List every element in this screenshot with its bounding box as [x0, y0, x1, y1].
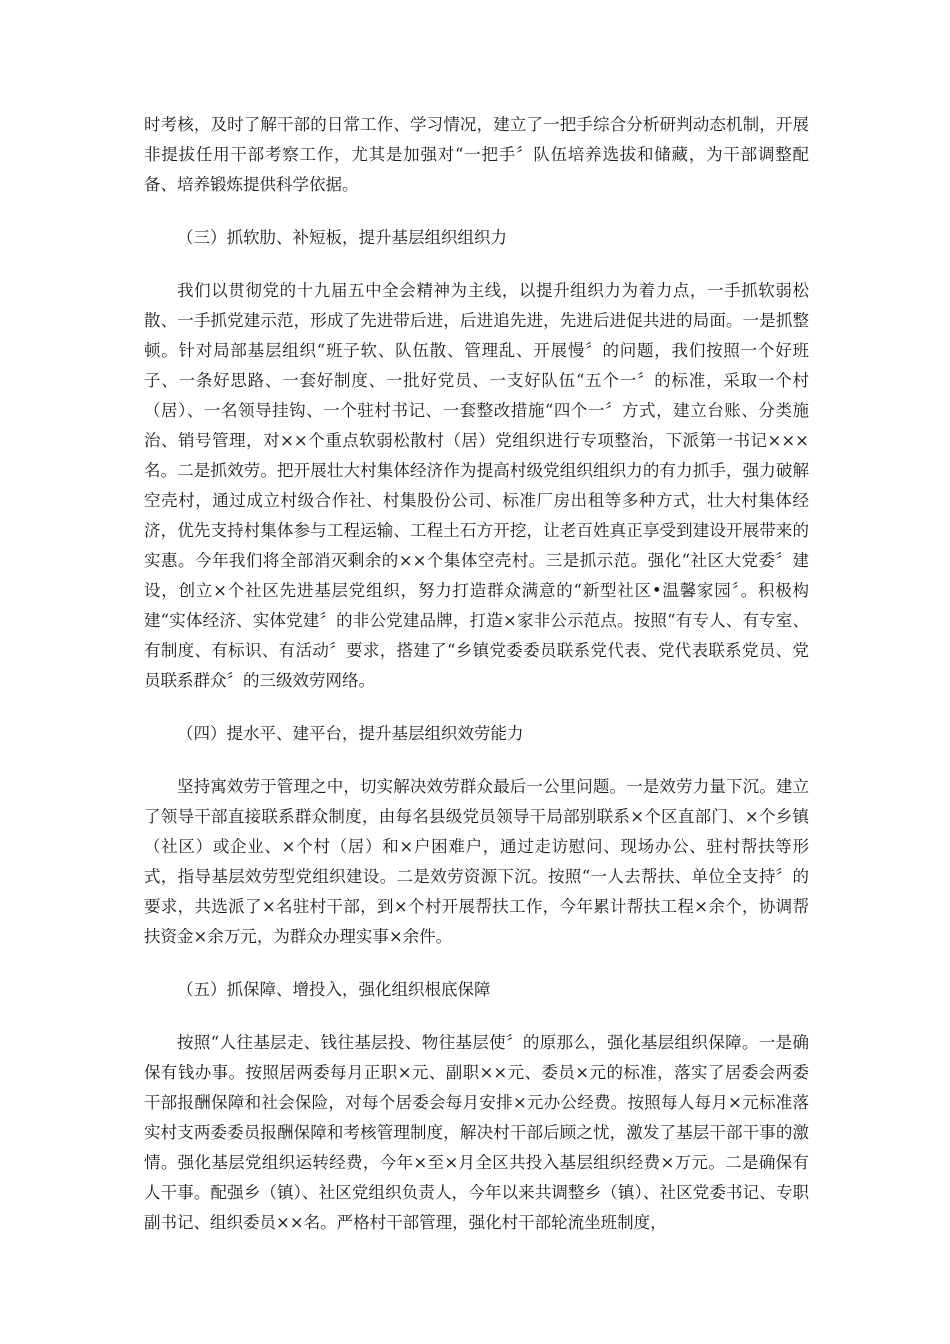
- paragraph-organization-power: 我们以贯彻党的十九届五中全会精神为主线，以提升组织力为着力点，一手抓软弱松散、一手抓党建示范，形成了先进带后进，后进追先进，先进后进促共进的局面。一是抓整顿。针对局部基层组织“班子软、队伍散、管理乱、开展慢〞的问题，我们按照一个好班子、一条好思路、一套好制度、一批好党员、一支好队伍“五个一〞的标准，采取一个村（居）、一名领导挂钩、一个驻村书记、一套整改措施“四个一〞方式，建立台账、分类施治、销号管理，对××个重点软弱松散村（居）党组织进行专项整治，下派第一书记×××名。二是抓效劳。把开展壮大村集体经济作为提高村级党组织组织力的有力抓手，强力破解空壳村，通过成立村级合作社、村集股份公司、标准厂房出租等多种方式，壮大村集体经济，优先支持村集体参与工程运输、工程土石方开挖，让老百姓真正享受到建设开展带来的实惠。今年我们将全部消灭剩余的××个集体空壳村。三是抓示范。强化“社区大党委〞建设，创立×个社区先进基层党组织，努力打造群众满意的“新型社区•温馨家园〞。积极构建“实体经济、实体党建〞的非公党建品牌，打造×家非公示范点。按照“有专人、有专室、有制度、有标识、有活动〞要求，搭建了“乡镇党委委员联系党代表、党代表联系党员、党员联系群众〞的三级效劳网络。: [144, 281, 809, 690]
- section-heading-5: （五）抓保障、增投入，强化组织根底保障: [177, 980, 491, 999]
- paragraph-cadre-assessment: 时考核，及时了解干部的日常工作、学习情况，建立了一把手综合分析研判动态机制，开展非提拔任用干部考察工作，尤其是加强对“一把手〞队伍培养选拔和储藏，为干部调整配备、培养锻炼提供科学依据。: [144, 115, 809, 194]
- paragraph-foundation-guarantee: 按照“人往基层走、钱往基层投、物往基层使〞的原那么，强化基层组织保障。一是确保有钱办事。按照居两委每月正职×元、副职××元、委员×元的标准，落实了居委会两委干部报酬保障和社会保险，对每个居委会每月安排×元办公经费。按照每人每月×元标准落实村支两委委员报酬保障和考核管理制度，解决村干部后顾之忧，激发了基层干部干事的激情。强化基层党组织运转经费，今年×至×月全区共投入基层组织经费×万元。二是确保有人干事。配强乡（镇）、社区党组织负责人，今年以来共调整乡（镇）、社区党委书记、专职副书记、组织委员××名。严格村干部管理，强化村干部轮流坐班制度，: [144, 1033, 809, 1232]
- document-page: [144, 110, 809, 1238]
- section-heading-4: （四）提水平、建平台，提升基层组织效劳能力: [177, 724, 524, 743]
- section-heading-3: （三）抓软肋、补短板，提升基层组织组织力: [177, 228, 507, 247]
- paragraph-service-capability: 坚持寓效劳于管理之中，切实解决效劳群众最后一公里问题。一是效劳力量下沉。建立了领导干部直接联系群众制度，由每名县级党员领导干局部别联系×个区直部门、×个乡镇（社区）或企业、×个村（居）和×户困难户，通过走访慰问、现场办公、驻村帮扶等形式，指导基层效劳型党组织建设。二是效劳资源下沉。按照“一人去帮扶、单位全支持〞的要求，共选派了×名驻村干部，到×个村开展帮扶工作，今年累计帮扶工程×余个，协调帮扶资金×余万元，为群众办理实事×余件。: [144, 777, 809, 946]
